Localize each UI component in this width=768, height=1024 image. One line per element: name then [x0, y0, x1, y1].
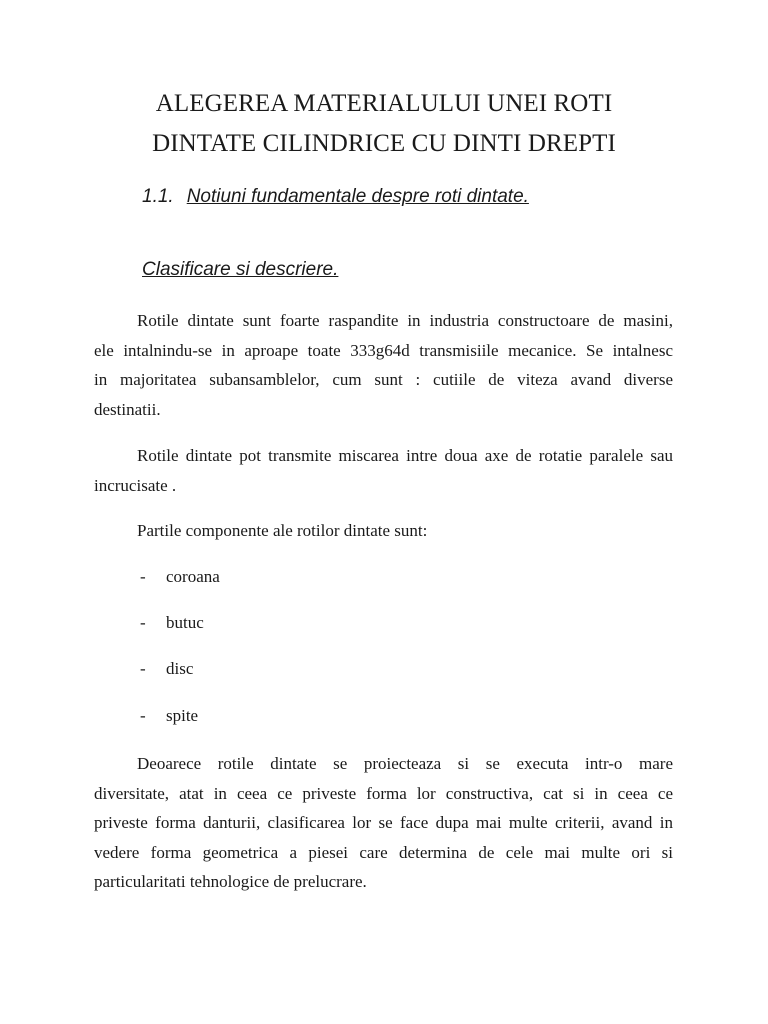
list-intro: Partile componente ale rotilor dintate sunt:: [137, 521, 428, 540]
list-item-text: disc: [166, 659, 194, 678]
paragraph-line: Deoarece rotile dintate se proiecteaza si se executa intr-o mare: [137, 754, 673, 773]
subsection-heading: Clasificare si descriere.: [142, 259, 339, 280]
paragraph-line: Rotile dintate sunt foarte raspandite in industria constructoare de masini,: [137, 311, 673, 330]
section-number: 1.1.: [142, 186, 174, 207]
list-item: [140, 567, 220, 587]
document-title: [0, 84, 768, 164]
list-dash: -: [140, 567, 146, 586]
list-dash: -: [140, 706, 146, 725]
paragraph-line: vedere forma geometrica a piesei care determina de cele mai multe ori si: [94, 842, 673, 862]
paragraph-2: [94, 441, 673, 500]
paragraph-line: priveste forma danturii, clasificarea lor se face dupa mai multe criterii, avand in: [94, 813, 673, 832]
list-item-text: coroana: [166, 567, 220, 586]
title-line-1: ALEGEREA MATERIALULUI UNEI ROTI: [155, 90, 613, 117]
list-item-text: butuc: [166, 613, 204, 632]
list-dash: -: [140, 659, 146, 678]
section-title: Notiuni fundamentale despre roti dintate.: [186, 186, 529, 207]
list-item-text: spite: [166, 706, 199, 725]
title-line-2: DINTATE CILINDRICE CU DINTI DREPTI: [152, 130, 616, 157]
paragraph-line: incrucisate .: [94, 475, 177, 495]
list-item: [140, 706, 198, 726]
list-dash: -: [140, 613, 146, 632]
list-item: [140, 659, 193, 679]
list-item: [140, 613, 204, 633]
paragraph-line: particularitati tehnologice de prelucrare.: [94, 872, 367, 891]
paragraph-line: ele intalnindu-se in aproape toate 333g64d transmisiile mecanice. Se intalnesc: [94, 340, 673, 360]
paragraph-line: destinatii.: [94, 399, 161, 419]
section-heading: [142, 186, 529, 208]
paragraph-3: [94, 749, 673, 897]
paragraph-line: Rotile dintate pot transmite miscarea intre doua axe de rotatie paralele sau: [137, 446, 673, 465]
paragraph-line: diversitate, atat in ceea ce priveste forma lor constructiva, cat si in ceea ce: [94, 783, 673, 803]
paragraph-line: in majoritatea subansamblelor, cum sunt : cutiile de viteza avand diverse: [94, 370, 673, 389]
paragraph-1: [94, 306, 673, 424]
